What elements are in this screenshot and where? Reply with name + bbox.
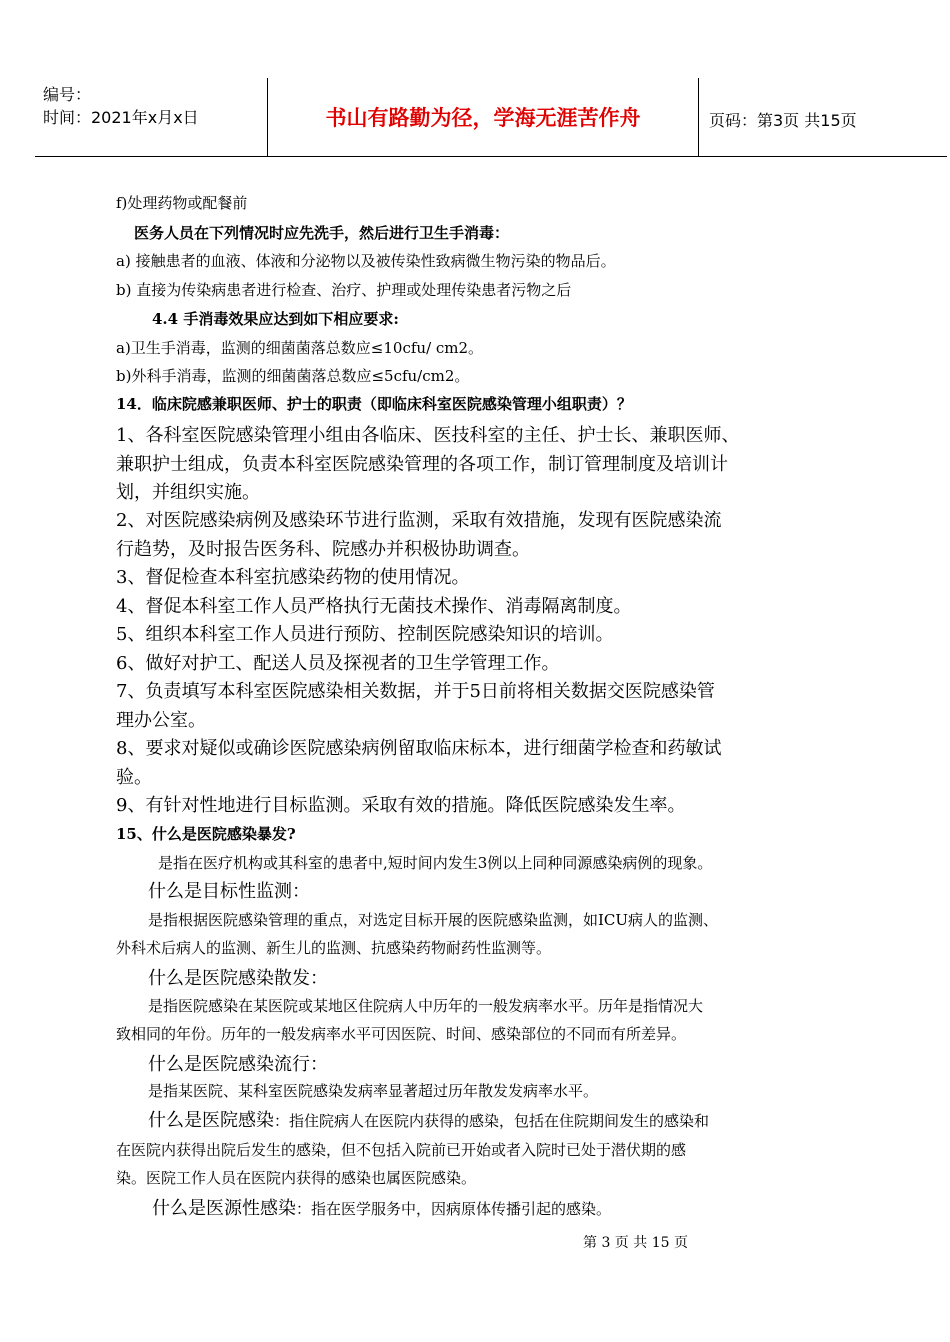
text-line: a) 接触患者的血液、体液和分泌物以及被传染性致病微生物污染的物品后。	[116, 252, 616, 270]
text-line: 致相同的年份。历年的一般发病率水平可因医院、时间、感染部位的不同而有所差异。	[116, 1025, 687, 1043]
question-heading: 15、什么是医院感染暴发?	[116, 825, 296, 843]
header-motto: 书山有路勤为径，学海无涯苦作舟	[325, 105, 641, 130]
text-line: 验。	[116, 767, 152, 788]
definition-line	[152, 1200, 611, 1218]
text-line: 染。医院工作人员在医院内获得的感染也属医院感染。	[116, 1169, 477, 1187]
text-line: 是指根据医院感染管理的重点，对选定目标开展的医院感染监测，如ICU病人的监测、	[148, 911, 719, 929]
text-line: 8、要求对疑似或确诊医院感染病例留取临床标本，进行细菌学检查和药敏试	[116, 738, 722, 759]
document-time-label: 时间：2021年x月x日	[43, 108, 199, 127]
text-line: 行趋势，及时报告医务科、院感办并积极协助调查。	[116, 539, 530, 560]
term-heading: 什么是医源性感染	[152, 1198, 296, 1219]
page-header	[35, 78, 947, 157]
text-line: 7、负责填写本科室医院感染相关数据，并于5日前将相关数据交医院感染管	[116, 681, 715, 702]
term-heading: 什么是医院感染流行：	[148, 1054, 328, 1075]
text-line: 外科术后病人的监测、新生儿的监测、抗感染药物耐药性监测等。	[116, 939, 552, 957]
text-line: 9、有针对性地进行目标监测。采取有效的措施。降低医院感染发生率。	[116, 795, 686, 816]
text-line: 5、组织本科室工作人员进行预防、控制医院感染知识的培训。	[116, 624, 614, 645]
document-number-label: 编号：	[43, 85, 92, 104]
text-line: 2、对医院感染病例及感染环节进行监测，采取有效措施，发现有医院感染流	[116, 510, 722, 531]
section-heading: 4.4 手消毒效果应达到如下相应要求:	[152, 310, 399, 328]
text-line: 划，并组织实施。	[116, 482, 260, 503]
text-line: 3、督促检查本科室抗感染药物的使用情况。	[116, 567, 470, 588]
text-line: b)外科手消毒，监测的细菌菌落总数应≤5cfu/cm2。	[116, 367, 470, 385]
text-line: 4、督促本科室工作人员严格执行无菌技术操作、消毒隔离制度。	[116, 596, 632, 617]
text-line: 是指在医疗机构或其科室的患者中,短时间内发生3例以上同种同源感染病例的现象。	[158, 854, 713, 872]
definition-line	[148, 1112, 709, 1130]
text-line: a)卫生手消毒，监测的细菌菌落总数应≤10cfu/ cm2。	[116, 339, 484, 357]
term-definition: ：指在医学服务中，因病原体传播引起的感染。	[296, 1200, 612, 1218]
section-heading: 医务人员在下列情况时应先洗手，然后进行卫生手消毒：	[134, 224, 510, 242]
question-heading: 14．临床院感兼职医师、护士的职责（即临床科室医院感染管理小组职责）？	[116, 395, 632, 413]
text-line: 兼职护士组成，负责本科室医院感染管理的各项工作，制订管理制度及培训计	[116, 454, 728, 475]
header-page-info: 页码：第3页 共15页	[709, 111, 857, 130]
term-heading: 什么是医院感染	[148, 1110, 274, 1131]
header-meta	[35, 78, 265, 156]
term-definition: ：指住院病人在医院内获得的感染，包括在住院期间发生的感染和	[274, 1112, 710, 1130]
text-line: f)处理药物或配餐前	[116, 194, 248, 212]
text-line: 是指某医院、某科室医院感染发病率显著超过历年散发发病率水平。	[148, 1082, 599, 1100]
text-line: 理办公室。	[116, 710, 206, 731]
term-heading: 什么是医院感染散发：	[148, 968, 328, 989]
text-line: 在医院内获得出院后发生的感染，但不包括入院前已开始或者入院时已处于潜伏期的感	[116, 1141, 687, 1159]
text-line: b) 直接为传染病患者进行检查、治疗、护理或处理传染患者污物之后	[116, 281, 572, 299]
term-heading: 什么是目标性监测：	[148, 881, 310, 902]
text-line: 1、各科室医院感染管理小组由各临床、医技科室的主任、护士长、兼职医师、	[116, 425, 740, 446]
header-divider	[698, 78, 699, 156]
text-line: 是指医院感染在某医院或某地区住院病人中历年的一般发病率水平。历年是指情况大	[148, 997, 704, 1015]
text-line: 6、做好对护工、配送人员及探视者的卫生学管理工作。	[116, 653, 560, 674]
page-footer: 第 3 页 共 15 页	[583, 1235, 688, 1251]
